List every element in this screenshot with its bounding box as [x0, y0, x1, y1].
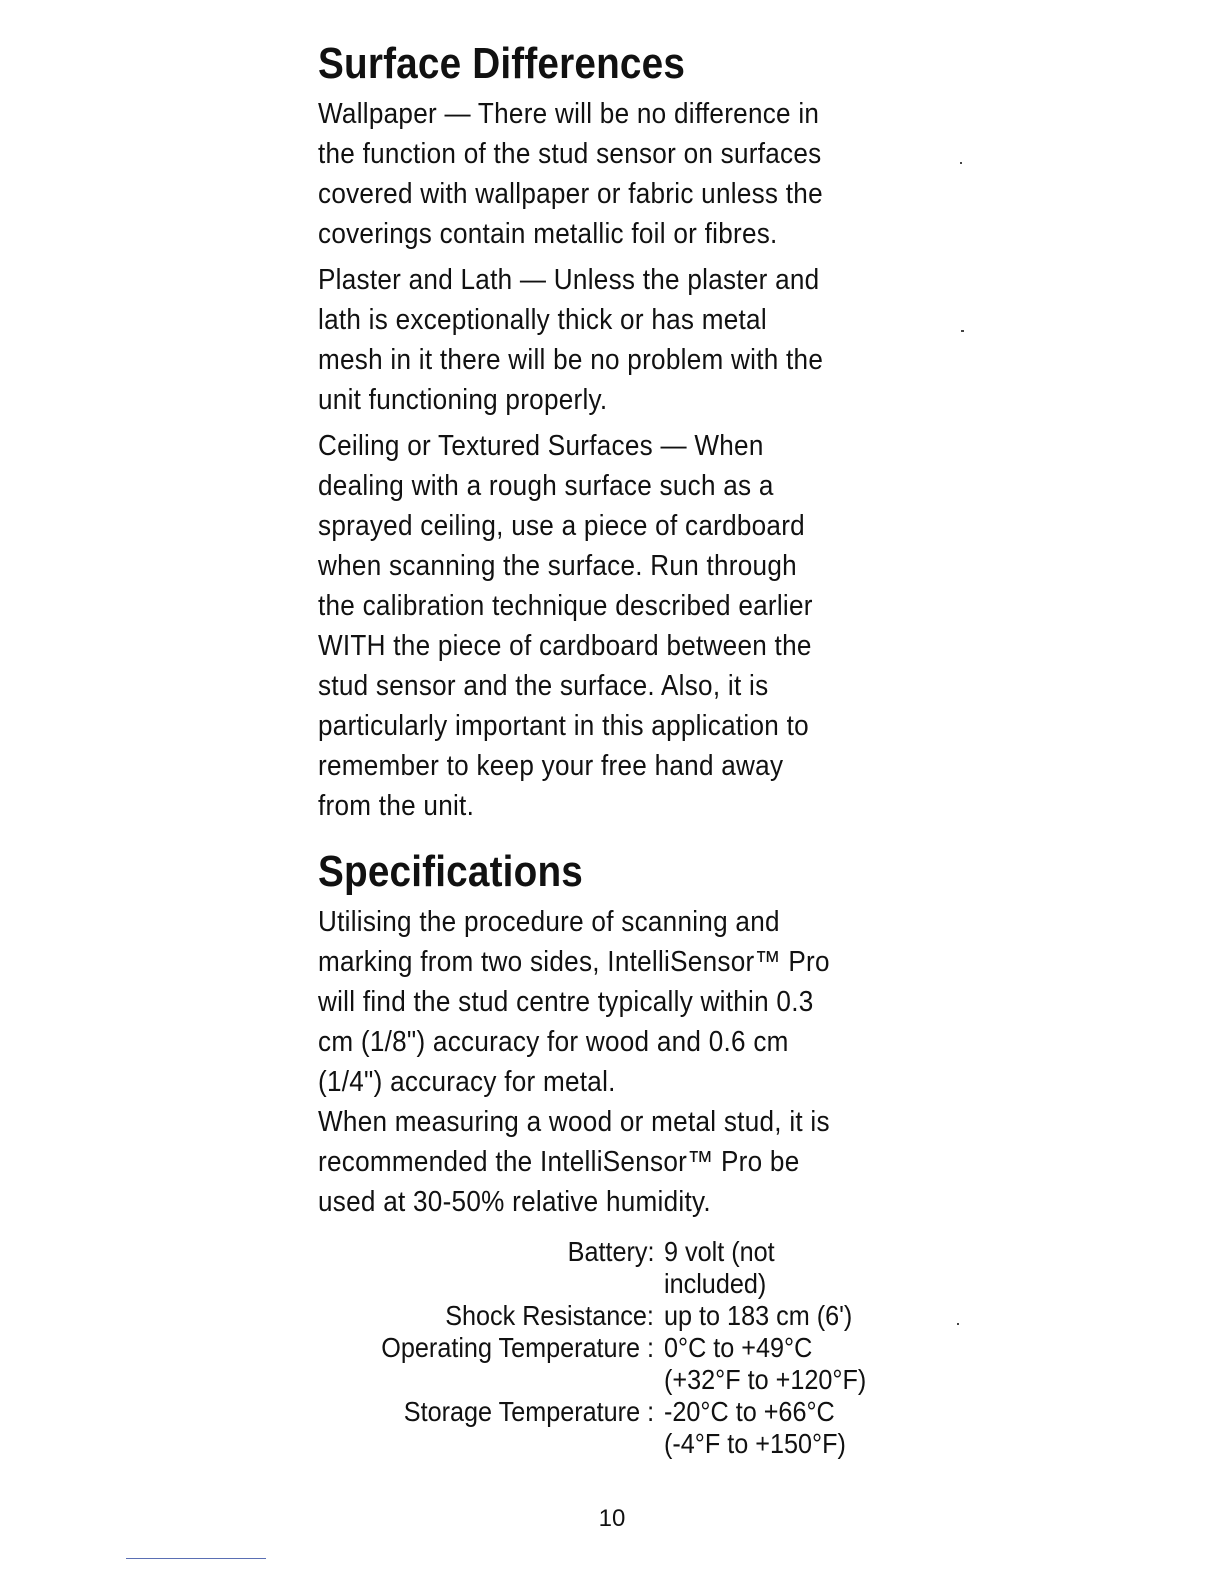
- text-line: used at 30-50% relative humidity.: [318, 1186, 711, 1218]
- text-line: remember to keep your free hand away: [318, 750, 784, 782]
- text-line: sprayed ceiling, use a piece of cardboard: [318, 510, 805, 542]
- text-line: stud sensor and the surface. Also, it is: [318, 670, 769, 702]
- text-line: dealing with a rough surface such as a: [318, 470, 774, 502]
- text-line: Utilising the procedure of scanning and: [318, 906, 780, 938]
- scan-artifact-line: [126, 1558, 266, 1559]
- spec-value: [664, 1396, 1224, 1460]
- spec-label: Battery:: [567, 1236, 654, 1267]
- text-line: from the unit.: [318, 790, 475, 822]
- page-number: 10: [598, 1505, 626, 1532]
- text-line: recommended the IntelliSensor™ Pro be: [318, 1146, 800, 1178]
- text-line: coverings contain metallic foil or fibres.: [318, 218, 778, 250]
- specifications-heading: Specifications: [318, 847, 583, 896]
- accuracy-paragraph: [318, 902, 918, 1102]
- spec-value: [664, 1300, 1224, 1332]
- spec-row-shock-resistance: [0, 1300, 1224, 1332]
- text-line: lath is exceptionally thick or has metal: [318, 304, 767, 336]
- spec-label: Operating Temperature :: [381, 1332, 654, 1363]
- page-content: [318, 36, 918, 1228]
- text-line: WITH the piece of cardboard between the: [318, 630, 812, 662]
- spec-value-line: 9 volt (not: [664, 1236, 775, 1267]
- text-line: When measuring a wood or metal stud, it is: [318, 1106, 830, 1138]
- humidity-paragraph: [318, 1102, 918, 1222]
- spec-value-line: (+32°F to +120°F): [664, 1364, 867, 1395]
- spec-value: [664, 1332, 1224, 1396]
- text-line: Plaster and Lath — Unless the plaster and: [318, 264, 820, 296]
- text-line: unit functioning properly.: [318, 384, 608, 416]
- text-line: when scanning the surface. Run through: [318, 550, 797, 582]
- text-line: will find the stud centre typically within 0.3: [318, 986, 814, 1018]
- surface-differences-heading: Surface Differences: [318, 39, 686, 88]
- spec-value-line: (-4°F to +150°F): [664, 1428, 846, 1459]
- scan-speck: [960, 162, 962, 164]
- scan-speck: [961, 330, 964, 332]
- spec-row-battery: [0, 1236, 1224, 1300]
- spec-table: [0, 1236, 1224, 1460]
- text-line: the calibration technique described earlier: [318, 590, 813, 622]
- spec-value-line: up to 183 cm (6'): [664, 1300, 853, 1331]
- text-line: covered with wallpaper or fabric unless the: [318, 178, 823, 210]
- plaster-lath-paragraph: [318, 260, 918, 420]
- text-line: mesh in it there will be no problem with the: [318, 344, 824, 376]
- text-line: Ceiling or Textured Surfaces — When: [318, 430, 764, 462]
- spec-label: Shock Resistance:: [445, 1300, 654, 1331]
- text-line: cm (1/8") accuracy for wood and 0.6 cm: [318, 1026, 789, 1058]
- scan-speck: [957, 1323, 959, 1325]
- spec-label: Storage Temperature :: [403, 1396, 654, 1427]
- spec-value-line: included): [664, 1268, 767, 1299]
- spec-row-storage-temperature: [0, 1396, 1224, 1460]
- wallpaper-paragraph: [318, 94, 918, 254]
- spec-value: [664, 1236, 1224, 1300]
- text-line: marking from two sides, IntelliSensor™ Pro: [318, 946, 830, 978]
- spec-row-operating-temperature: [0, 1332, 1224, 1396]
- spec-value-line: 0°C to +49°C: [664, 1332, 813, 1363]
- text-line: the function of the stud sensor on surfaces: [318, 138, 822, 170]
- ceiling-textured-paragraph: [318, 426, 918, 826]
- text-line: Wallpaper — There will be no difference in: [318, 98, 820, 130]
- text-line: particularly important in this application to: [318, 710, 809, 742]
- text-line: (1/4") accuracy for metal.: [318, 1066, 616, 1098]
- spec-value-line: -20°C to +66°C: [664, 1396, 835, 1427]
